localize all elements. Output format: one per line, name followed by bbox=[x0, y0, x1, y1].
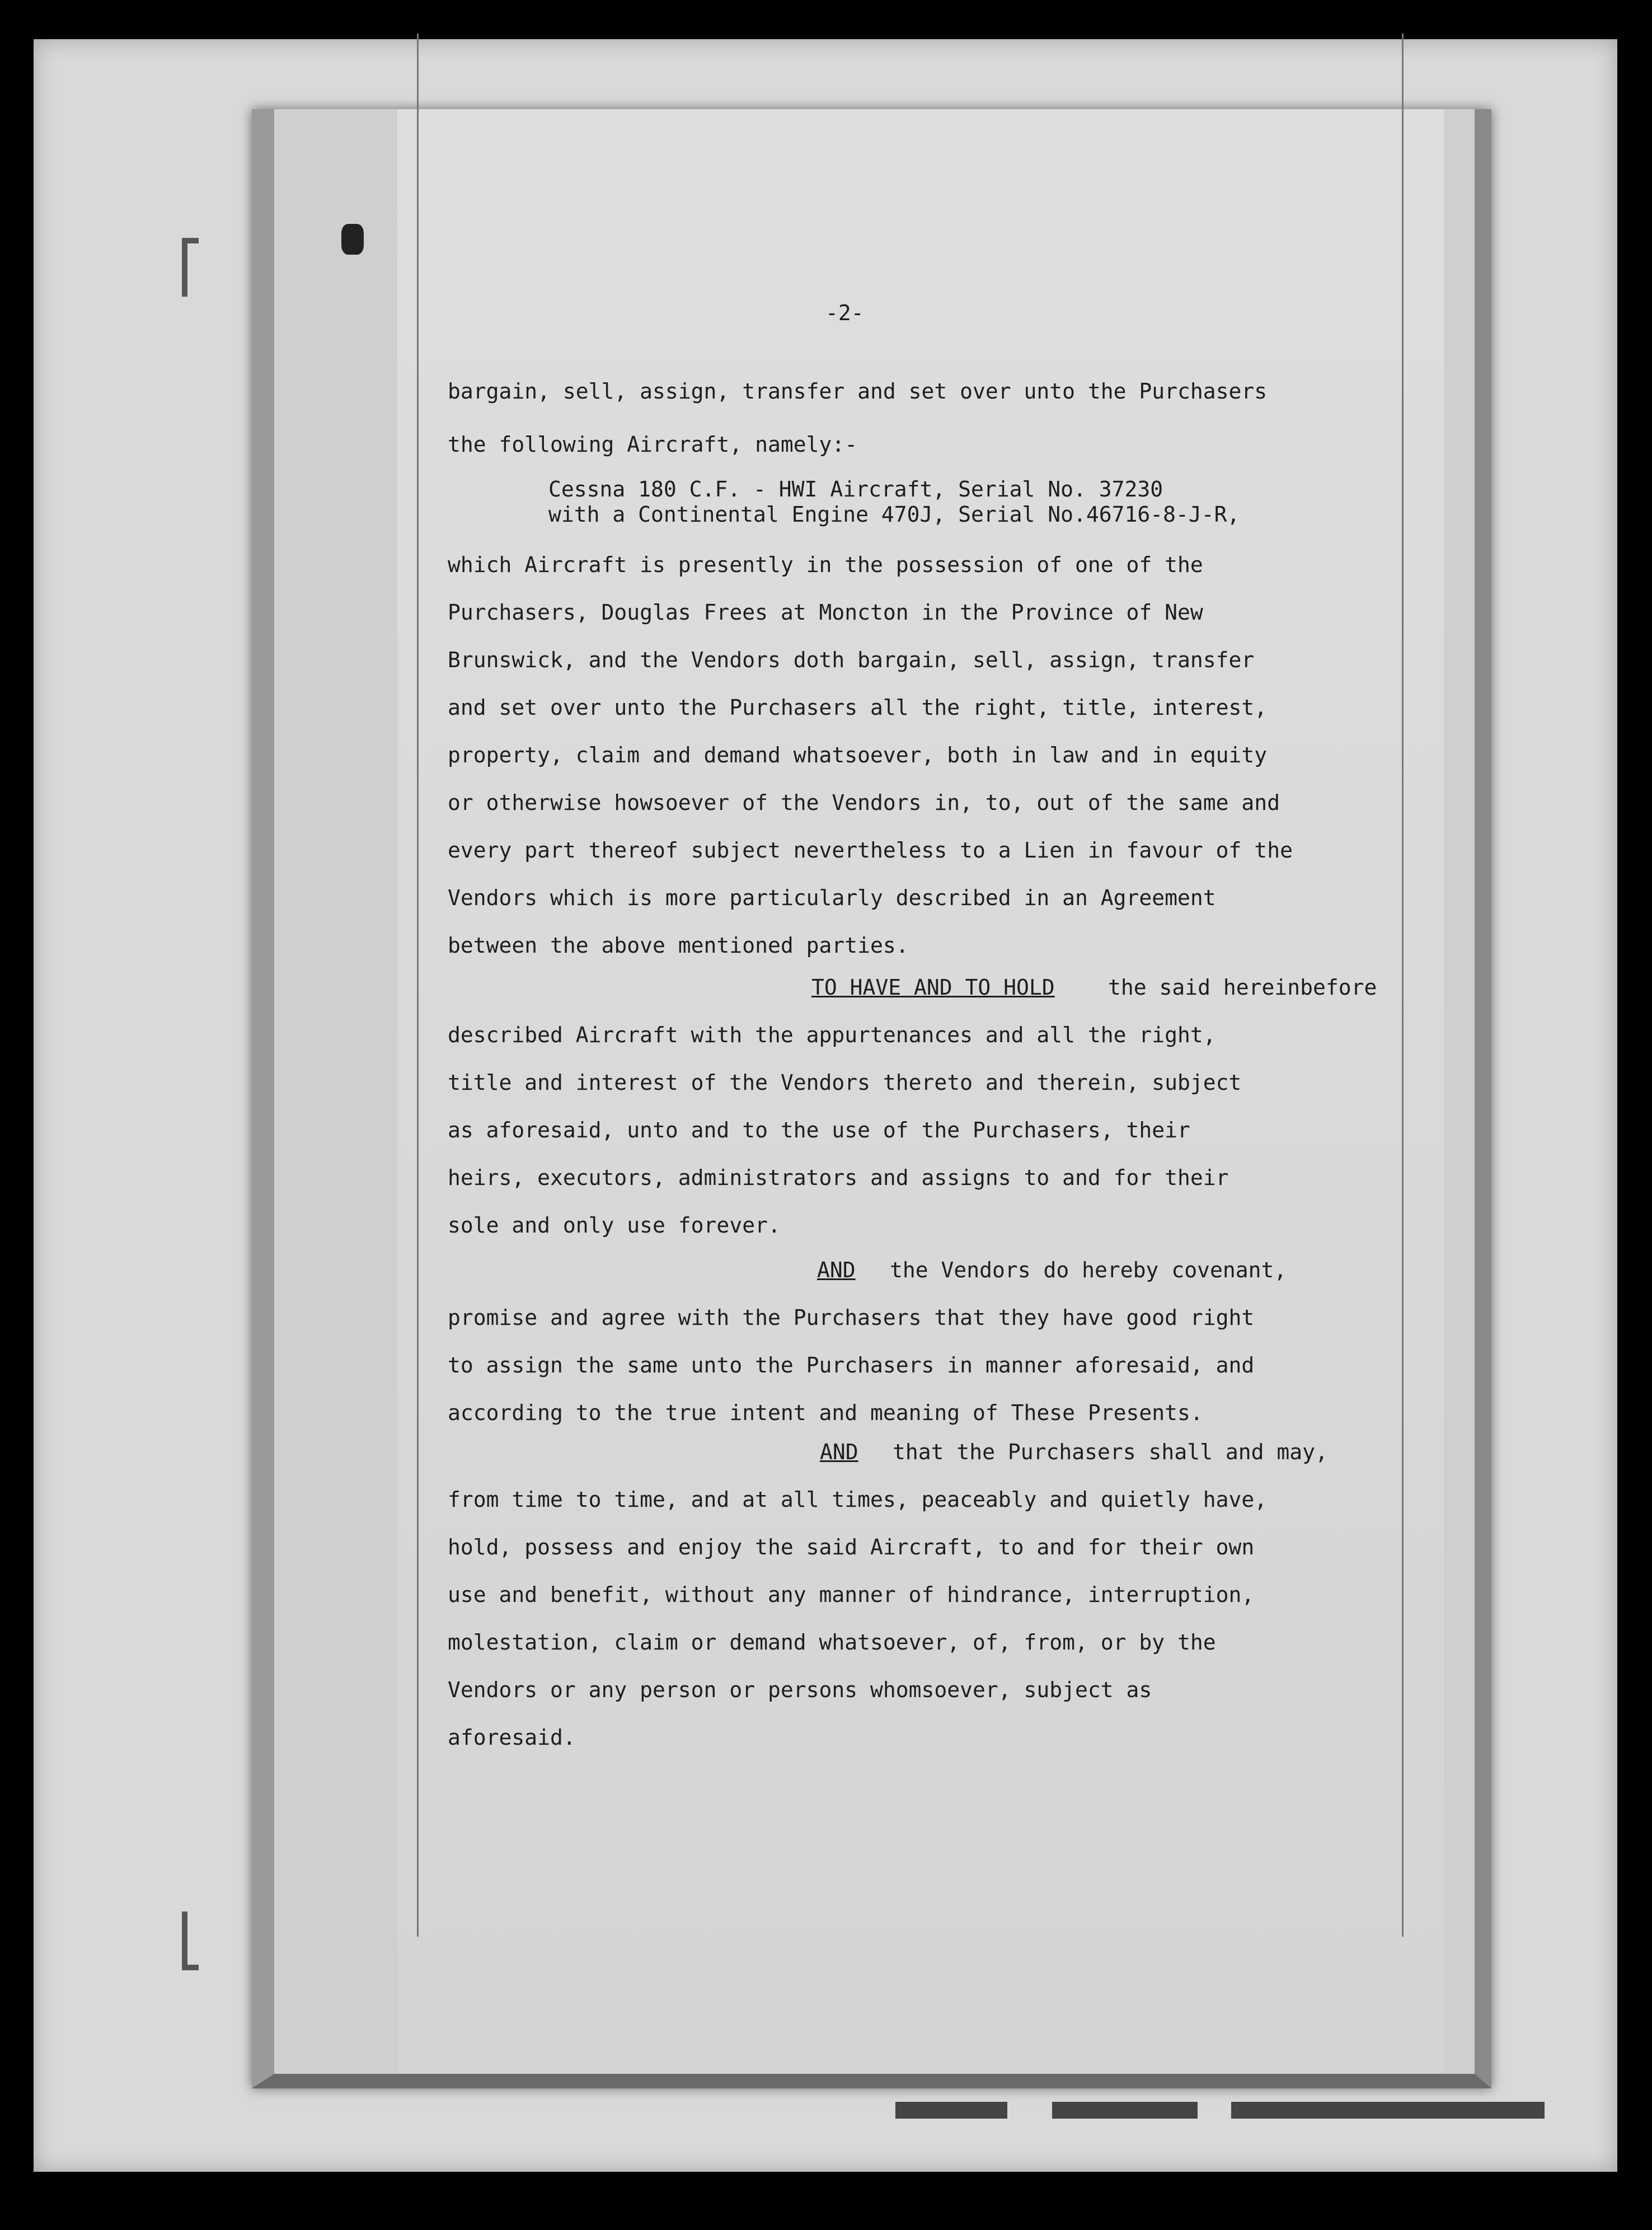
text-line: promise and agree with the Purchasers that they have good right bbox=[448, 1305, 1255, 1330]
heading-to-have-and-to-hold: TO HAVE AND TO HOLD bbox=[811, 975, 1055, 1000]
text-line: Vendors or any person or persons whomsoever, subject as bbox=[448, 1678, 1152, 1702]
text-line: sole and only use forever. bbox=[448, 1213, 781, 1238]
text-line: Purchasers, Douglas Frees at Moncton in the Province of New bbox=[448, 600, 1203, 625]
text-line: use and benefit, without any manner of hindrance, interruption, bbox=[448, 1582, 1255, 1607]
text-line: property, claim and demand whatsoever, both in law and in equity bbox=[448, 743, 1268, 767]
text-line: bargain, sell, assign, transfer and set over unto the Purchasers bbox=[448, 379, 1268, 404]
text-line: as aforesaid, unto and to the use of the Purchasers, their bbox=[448, 1118, 1190, 1142]
scan-noise bbox=[895, 2102, 1007, 2119]
page-number: -2- bbox=[825, 301, 864, 325]
text-line: the Vendors do hereby covenant, bbox=[890, 1258, 1287, 1282]
text-line: to assign the same unto the Purchasers in manner aforesaid, and bbox=[448, 1353, 1255, 1378]
text-line: the said hereinbefore bbox=[1108, 975, 1377, 1000]
right-margin-line bbox=[1402, 34, 1404, 1937]
text-line: Cessna 180 C.F. - HWI Aircraft, Serial No. 37230 bbox=[548, 477, 1163, 502]
text-line: with a Continental Engine 470J, Serial No.46716-8-J-R, bbox=[548, 502, 1240, 527]
text-line: Brunswick, and the Vendors doth bargain, sell, assign, transfer bbox=[448, 648, 1255, 672]
scan-noise bbox=[1052, 2102, 1198, 2119]
text-line: heirs, executors, administrators and assigns to and for their bbox=[448, 1165, 1229, 1190]
text-line: and set over unto the Purchasers all the right, title, interest, bbox=[448, 695, 1268, 720]
text-line: or otherwise howsoever of the Vendors in, to, out of the same and bbox=[448, 790, 1280, 815]
text-line: aforesaid. bbox=[448, 1725, 576, 1750]
text-line: between the above mentioned parties. bbox=[448, 933, 909, 958]
document-sheet bbox=[252, 109, 1491, 2088]
heading-and-quiet-enjoyment: AND bbox=[820, 1440, 858, 1464]
left-margin-line bbox=[417, 34, 419, 1937]
text-line: every part thereof subject nevertheless to a Lien in favour of the bbox=[448, 838, 1293, 863]
text-line: that the Purchasers shall and may, bbox=[893, 1440, 1328, 1464]
text-line: which Aircraft is presently in the possession of one of the bbox=[448, 552, 1203, 577]
staple-mark bbox=[341, 224, 364, 255]
heading-and-covenant: AND bbox=[817, 1258, 856, 1282]
text-line: hold, possess and enjoy the said Aircraft, to and for their own bbox=[448, 1535, 1255, 1559]
scan-noise bbox=[1231, 2102, 1545, 2119]
text-line: according to the true intent and meaning of These Presents. bbox=[448, 1400, 1203, 1425]
text-line: molestation, claim or demand whatsoever, of, from, or by the bbox=[448, 1630, 1216, 1655]
crop-mark-bottom bbox=[182, 1912, 199, 1970]
text-line: described Aircraft with the appurtenances and all the right, bbox=[448, 1023, 1216, 1047]
text-line: from time to time, and at all times, peaceably and quietly have, bbox=[448, 1487, 1268, 1512]
text-line: Vendors which is more particularly described in an Agreement bbox=[448, 886, 1216, 910]
crop-mark-top bbox=[182, 238, 199, 297]
text-line: title and interest of the Vendors thereto and therein, subject bbox=[448, 1070, 1242, 1095]
text-line: the following Aircraft, namely:- bbox=[448, 432, 858, 457]
